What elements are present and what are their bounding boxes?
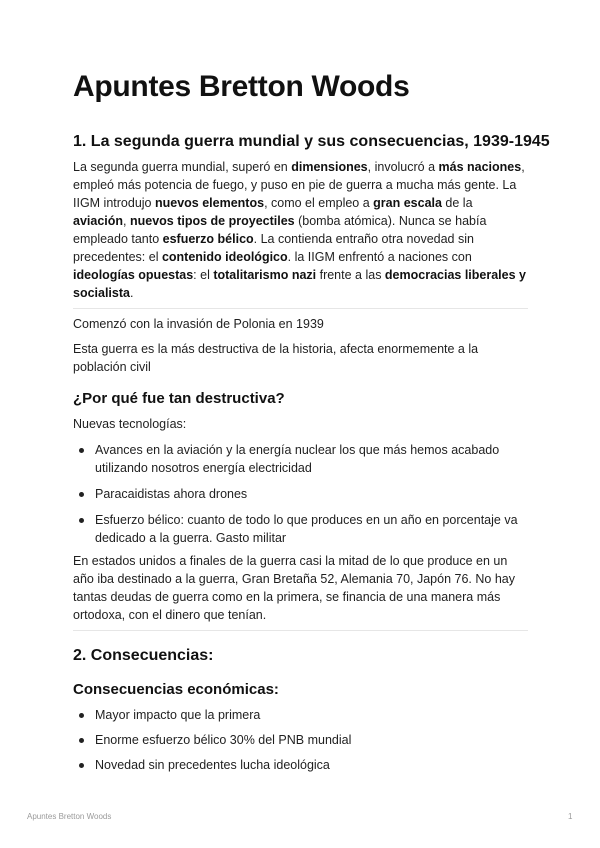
- text-run: , involucró a: [367, 160, 439, 174]
- text-run: (bomba atómica). Nunca se había empleado tanto: [73, 214, 487, 246]
- divider: [73, 308, 528, 309]
- emphasis-text: democracias liberales y socialista: [73, 268, 526, 300]
- section-2-heading: 2. Consecuencias:: [73, 647, 214, 664]
- footer-title: Apuntes Bretton Woods: [27, 812, 112, 821]
- bullet-icon: [79, 738, 84, 743]
- emphasis-text: nuevos elementos: [154, 196, 265, 210]
- emphasis-text: dimensiones: [291, 160, 368, 174]
- tech-label: Nuevas tecnologías:: [73, 417, 187, 431]
- page-title: Apuntes Bretton Woods: [73, 70, 410, 103]
- paragraph-destructive: Esta guerra es la más destructiva de la historia, afecta enormemente a la población civil: [73, 342, 479, 374]
- section-1-intro-paragraph: [73, 158, 528, 302]
- emphasis-text: aviación: [73, 214, 124, 228]
- emphasis-text: contenido ideológico: [161, 250, 288, 264]
- text-run: .: [129, 286, 134, 300]
- text-run: , empleó más potencia de fuego, y puso en pie de guerra a mucha más gente. La IIGM introdujo: [73, 160, 525, 210]
- emphasis-text: totalitarismo nazi: [213, 268, 317, 282]
- emphasis-text: nuevos tipos de proyectiles: [129, 214, 295, 228]
- list-item: Esfuerzo bélico: cuanto de todo lo que produces en un año en porcentaje va dedicado a la guerra. Gasto militar: [73, 511, 528, 547]
- bullet-icon: [79, 448, 84, 453]
- bullet-icon: [79, 518, 84, 523]
- text-run: ,: [123, 214, 130, 228]
- emphasis-text: ideologías opuestas: [73, 268, 194, 282]
- emphasis-text: gran escala: [373, 196, 442, 210]
- text-run: . la IIGM enfrentó a naciones con: [287, 250, 472, 264]
- paragraph-usa-spending: En estados unidos a finales de la guerra casi la mitad de lo que produce en un año iba destinado a la guerra, Gran Bretaña 52, Alemania 70, Japón 76. No hay tantas deudas de guerra como en la primera, se financia de una manera más ortodoxa, con el dinero que tenían.: [73, 554, 515, 622]
- list-item: Novedad sin precedentes lucha ideológica: [73, 756, 528, 774]
- subheading-why-destructive: ¿Por qué fue tan destructiva?: [73, 390, 285, 407]
- subheading-economic-consequences: Consecuencias económicas:: [73, 681, 279, 698]
- text-run: de la: [441, 196, 473, 210]
- paragraph-poland: Comenzó con la invasión de Polonia en 1939: [73, 317, 324, 331]
- list-item: Paracaidistas ahora drones: [73, 485, 528, 503]
- bullet-icon: [79, 492, 84, 497]
- tech-list: [73, 441, 528, 547]
- text-run: . La contienda entraño otra novedad sin precedentes: el: [73, 232, 474, 264]
- text-run: frente a las: [316, 268, 385, 282]
- text-run: : el: [193, 268, 214, 282]
- list-item: Enorme esfuerzo bélico 30% del PNB mundial: [73, 731, 528, 749]
- list-item: Avances en la aviación y la energía nuclear los que más hemos acabado utilizando nosotros energía electricidad: [73, 441, 528, 477]
- text-run: La segunda guerra mundial, superó en: [73, 160, 292, 174]
- economic-consequences-list: [73, 706, 528, 774]
- emphasis-text: esfuerzo bélico: [162, 232, 254, 246]
- footer-page-number: 1: [568, 812, 573, 821]
- divider: [73, 630, 528, 631]
- bullet-icon: [79, 713, 84, 718]
- text-run: , como el empleo a: [264, 196, 374, 210]
- section-1-heading: 1. La segunda guerra mundial y sus consecuencias, 1939-1945: [73, 133, 550, 150]
- bullet-icon: [79, 763, 84, 768]
- list-item: Mayor impacto que la primera: [73, 706, 528, 724]
- emphasis-text: más naciones: [438, 160, 522, 174]
